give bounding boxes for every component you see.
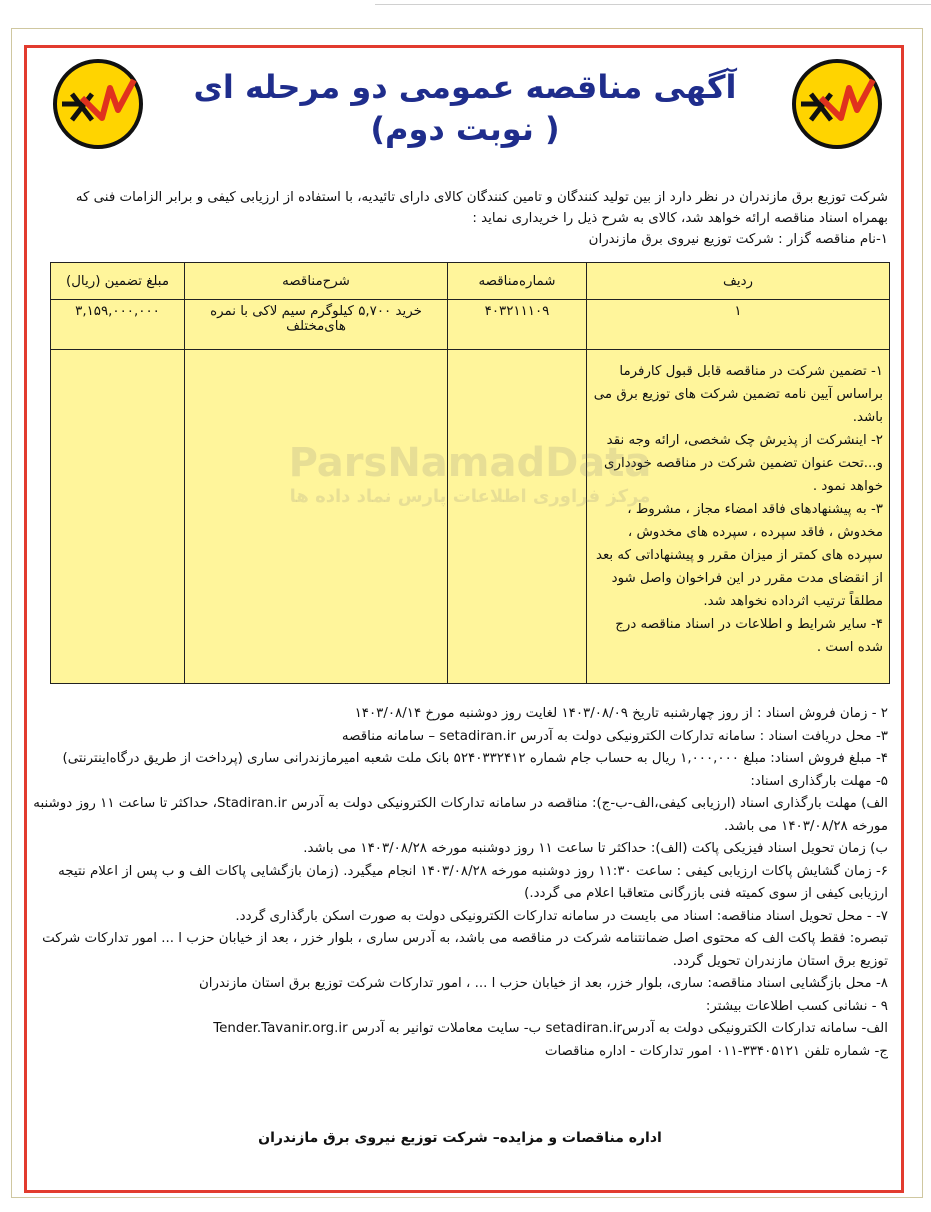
cell-row-number: ۱ xyxy=(587,300,890,350)
detail-line: ج- شماره تلفن ۳۳۴۰۵۱۲۱-۰۱۱ امور تدارکات - اداره مناقصات xyxy=(544,1043,888,1059)
notice-title xyxy=(180,66,750,150)
header-guarantee-amount: مبلغ تضمین (ریال) xyxy=(51,263,185,300)
note-item: ۲- اینشرکت از پذیرش چک شخصی، ارائه وجه نقد و...تحت عنوان تضمین شرکت در مناقصه خودداری خواهد نمود . xyxy=(604,433,883,494)
title-line-1: آگهی مناقصه عمومی دو مرحله ای xyxy=(193,68,737,106)
detail-line: ۷- - محل تحویل اسناد مناقصه: اسناد می بایست در سامانه تدارکات الکترونیکی دولت به صورت اسکن بارگذاری گردد. xyxy=(235,908,888,924)
detail-line: ب) زمان تحویل اسناد فیزیکی پاکت (الف): حداکثر تا ساعت ۱۱ روز دوشنبه مورخه ۱۴۰۳/۰۸/۲۸ می باشد. xyxy=(303,841,888,856)
intro-paragraph: شرکت توزیع برق مازندران در نظر دارد از بین تولید کنندگان و تامین کنندگان کالای دارای تائیدیه، با استفاده از ارزیابی کیفی و برابر الزامات فنی که بهمراه اسناد مناقصه ارائه خواهد شد، کالای به شرح ذیل را خریداری نماید : xyxy=(75,190,888,226)
note-item: ۴- سایر شرایط و اطلاعات در اسناد مناقصه درج شده است . xyxy=(615,617,883,655)
tender-details xyxy=(28,703,888,1063)
title-line-2: ( نوبت دوم) xyxy=(370,110,560,148)
detail-line: الف- سامانه تدارکات الکترونیکی دولت به آدرسsetadiran.ir ب- سایت معاملات توانیر به آدرس Tender.Tavanir.org.ir xyxy=(213,1021,888,1036)
table-header-row xyxy=(51,263,890,300)
table-row xyxy=(51,300,890,350)
detail-line: ۶- زمان گشایش پاکات ارزیابی کیفی : ساعت ۱۱:۳۰ روز دوشنبه مورخه ۱۴۰۳/۰۸/۲۸ انجام میگیرد. (زمان بازگشایی پاکات الف و ب پس از اعلام نتیجه ارزیابی کیفی از سوی کمیته فنی بازرگانی متعاقبا اعلام می گردد.) xyxy=(58,863,888,901)
detail-line: ۳- محل دریافت اسناد : سامانه تدارکات الکترونیکی دولت به آدرس setadiran.ir – سامانه مناقصه xyxy=(341,728,888,744)
detail-line: ۸- محل بازگشایی اسناد مناقصه: ساری، بلوار خزر، بعد از خیابان حزب ا ... ، امور تدارکات شرکت توزیع برق استان مازندران xyxy=(198,976,888,991)
notes-cell xyxy=(587,350,890,684)
cell-tender-number: ۴۰۳۲۱۱۱۰۹ xyxy=(448,300,587,350)
empty-cell xyxy=(448,350,587,684)
intro-section xyxy=(40,187,888,250)
detail-line: ۵- مهلت بارگذاری اسناد: xyxy=(750,773,888,789)
footer-signature: اداره مناقصات و مزایده– شرکت توزیع نیروی برق مازندران xyxy=(258,1130,662,1146)
top-divider xyxy=(375,4,931,5)
header-description: شرح‌مناقصه xyxy=(185,263,448,300)
cell-guarantee-amount: ۳,۱۵۹,۰۰۰,۰۰۰ xyxy=(51,300,185,350)
header-tender-number: شماره‌مناقصه xyxy=(448,263,587,300)
tenderer-line: ۱-نام مناقصه گزار : شرکت توزیع نیروی برق مازندران xyxy=(588,232,888,247)
empty-cell xyxy=(185,350,448,684)
notes-row xyxy=(51,350,890,684)
cell-description: خرید ۵,۷۰۰ کیلوگرم سیم لاکی با نمره های‌مختلف xyxy=(185,300,448,350)
detail-line: تبصره: فقط پاکت الف که محتوی اصل ضمانتنامه شرکت در مناقصه می باشد، به آدرس ساری ، بلوار خزر ، بعد از خیابان حزب ا ... امور تدارکات شرکت توزیع برق استان مازندران تحویل گردد. xyxy=(42,931,888,969)
note-item: ۳- به پیشنهادهای فاقد امضاء مجاز ، مشروط ، مخدوش ، فاقد سپرده ، سپرده های مخدوش ، سپرده های کمتر از میزان مقرر و پیشنهاداتی که بعد از انقضای مدت مقرر در این فراخوان واصل شود مطلقاً ترتیب اثرداده نخواهد شد. xyxy=(595,502,883,609)
tender-table xyxy=(50,262,890,684)
detail-line: ۲ - زمان فروش اسناد : از روز چهارشنبه تاریخ ۱۴۰۳/۰۸/۰۹ لغایت روز دوشنبه مورخ ۱۴۰۳/۰۸/۱۴ xyxy=(354,706,888,721)
electric-company-logo-icon xyxy=(52,58,144,150)
detail-line: ۴- مبلغ فروش اسناد: مبلغ ۱,۰۰۰,۰۰۰ ریال به حساب جام شماره ۵۲۴۰۳۳۲۴۱۲ بانک ملت شعبه امیرمازندرانی ساری (پرداخت از طریق درگاه‌اینترنتی) xyxy=(62,751,888,766)
header-row-number: ردیف xyxy=(587,263,890,300)
note-item: ۱- تضمین شرکت در مناقصه قابل قبول کارفرما براساس آیین نامه تضمین شرکت های توزیع برق می باشد. xyxy=(593,364,883,425)
detail-line: الف) مهلت بارگذاری اسناد (ارزیابی کیفی،الف-ب-ج): مناقصه در سامانه تدارکات الکترونیکی دولت به آدرس Stadiran.ir، حداکثر تا ساعت ۱۱ روز دوشنبه مورخه ۱۴۰۳/۰۸/۲۸ می باشد. xyxy=(33,796,888,834)
detail-line: ۹ - نشانی کسب اطلاعات بیشتر: xyxy=(705,998,888,1014)
empty-cell xyxy=(51,350,185,684)
electric-company-logo-icon xyxy=(791,58,883,150)
